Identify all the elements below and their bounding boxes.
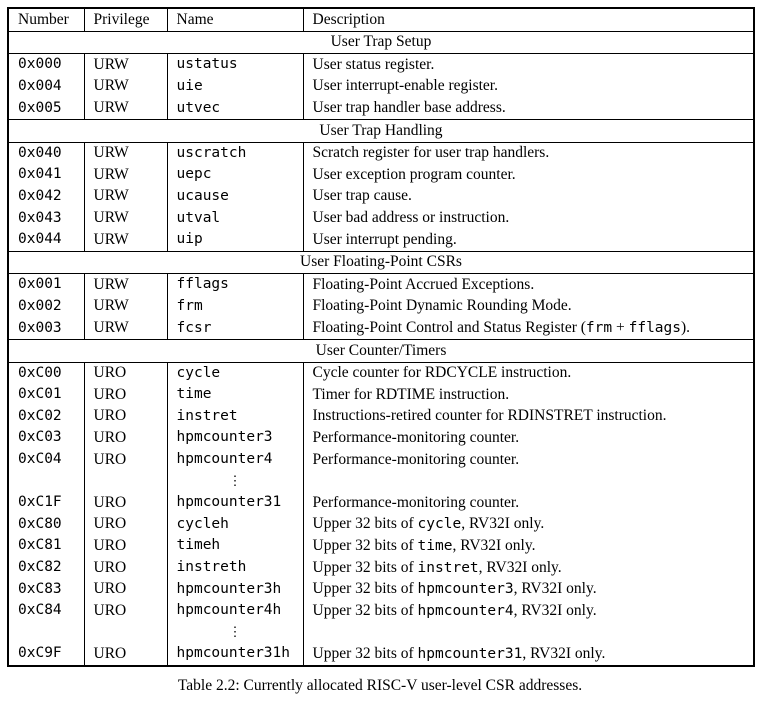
- csr-name-cell: hpmcounter3: [167, 427, 303, 449]
- csr-row: [8, 427, 754, 449]
- section-title-row: [8, 339, 754, 362]
- csr-privilege-cell: URW: [84, 274, 167, 296]
- description-text: Cycle counter for RDCYCLE instruction.: [312, 364, 572, 382]
- csr-description-cell: [303, 317, 754, 339]
- csr-privilege-cell: URO: [84, 600, 167, 622]
- csr-privilege-cell: URO: [84, 427, 167, 449]
- csr-description-cell: [303, 427, 754, 449]
- description-text: User trap handler base address.: [312, 99, 506, 117]
- csr-number-cell: 0x005: [18, 99, 62, 116]
- csr-number-cell: 0xC00: [18, 364, 62, 381]
- csr-description-cell: [303, 406, 754, 428]
- csr-table-body: [8, 31, 754, 666]
- csr-name-cell: time: [167, 384, 303, 406]
- csr-privilege-cell: URO: [84, 362, 167, 384]
- csr-row: [8, 274, 754, 296]
- section-title-row: [8, 119, 754, 142]
- description-text: Upper 32 bits of: [312, 536, 418, 554]
- csr-row: [8, 207, 754, 229]
- csr-row: [8, 97, 754, 119]
- empty-description-cell: [303, 622, 754, 644]
- csr-description-cell: [303, 274, 754, 296]
- csr-privilege-cell: URW: [84, 296, 167, 318]
- csr-name-cell: hpmcounter31: [167, 492, 303, 514]
- inline-code: instret: [417, 559, 479, 576]
- csr-description-cell: [303, 362, 754, 384]
- csr-number-cell: 0x042: [18, 187, 62, 204]
- csr-name-cell: uscratch: [167, 142, 303, 164]
- csr-number-cell: 0xC03: [18, 429, 62, 446]
- csr-name-cell: hpmcounter4: [167, 449, 303, 471]
- csr-row: [8, 296, 754, 318]
- description-text: Performance-monitoring counter.: [312, 450, 520, 468]
- inline-code: cycle: [417, 516, 462, 533]
- description-text: Upper 32 bits of: [312, 515, 418, 533]
- description-text: User trap cause.: [312, 187, 412, 205]
- csr-name-cell: timeh: [167, 535, 303, 557]
- description-text: Upper 32 bits of: [312, 580, 418, 598]
- csr-description-cell: [303, 207, 754, 229]
- csr-description-cell: [303, 600, 754, 622]
- csr-description-cell: [303, 164, 754, 186]
- description-text: , RV32I only.: [513, 580, 597, 598]
- csr-description-cell: [303, 54, 754, 76]
- csr-row: [8, 449, 754, 471]
- description-text: Scratch register for user trap handlers.: [312, 144, 550, 162]
- inline-code: hpmcounter3: [417, 581, 514, 598]
- csr-description-cell: [303, 229, 754, 251]
- csr-number-cell: 0x004: [18, 77, 62, 94]
- csr-number-cell: 0xC83: [18, 580, 62, 597]
- csr-name-cell: fcsr: [167, 317, 303, 339]
- csr-name-cell: frm: [167, 296, 303, 318]
- ellipsis-row: [8, 470, 754, 492]
- csr-privilege-cell: URO: [84, 406, 167, 428]
- csr-number-cell: 0x041: [18, 166, 62, 183]
- empty-description-cell: [303, 470, 754, 492]
- csr-table: [7, 7, 755, 667]
- header-row: [8, 8, 754, 31]
- csr-name-cell: fflags: [167, 274, 303, 296]
- csr-privilege-cell: URO: [84, 492, 167, 514]
- csr-row: [8, 142, 754, 164]
- csr-row: [8, 514, 754, 536]
- csr-description-cell: [303, 384, 754, 406]
- csr-number-cell: 0x003: [18, 319, 62, 336]
- csr-row: [8, 557, 754, 579]
- description-text: User interrupt-enable register.: [312, 77, 498, 95]
- csr-privilege-cell: URO: [84, 643, 167, 666]
- csr-name-cell: ucause: [167, 186, 303, 208]
- csr-name-cell: utval: [167, 207, 303, 229]
- csr-row: [8, 492, 754, 514]
- inline-code: time: [417, 537, 453, 554]
- empty-number-cell: [8, 622, 84, 644]
- description-text: Floating-Point Dynamic Rounding Mode.: [312, 297, 572, 315]
- description-text: Upper 32 bits of: [312, 644, 418, 662]
- csr-description-cell: [303, 535, 754, 557]
- csr-description-cell: [303, 296, 754, 318]
- empty-privilege-cell: [84, 470, 167, 492]
- description-text: User bad address or instruction.: [312, 209, 510, 226]
- csr-row: [8, 406, 754, 428]
- csr-privilege-cell: URW: [84, 76, 167, 98]
- csr-row: [8, 362, 754, 384]
- csr-description-cell: [303, 142, 754, 164]
- csr-description-cell: [303, 557, 754, 579]
- inline-code: frm: [585, 319, 613, 336]
- description-text: User exception program counter.: [312, 165, 516, 183]
- csr-name-cell: cycleh: [167, 514, 303, 536]
- csr-number-cell: 0xC04: [18, 451, 62, 468]
- description-text: , RV32I only.: [522, 644, 606, 662]
- csr-number-cell: 0xC01: [18, 386, 62, 403]
- csr-row: [8, 535, 754, 557]
- description-text: , RV32I only.: [478, 558, 562, 576]
- csr-row: [8, 600, 754, 622]
- description-text: ).: [681, 318, 691, 336]
- inline-code: fflags: [628, 319, 681, 336]
- csr-description-cell: [303, 76, 754, 98]
- csr-privilege-cell: URO: [84, 578, 167, 600]
- column-header-description: Description: [303, 8, 754, 31]
- csr-row: [8, 317, 754, 339]
- description-text: Floating-Point Accrued Exceptions.: [312, 275, 535, 293]
- csr-description-cell: [303, 449, 754, 471]
- csr-row: [8, 186, 754, 208]
- description-text: Upper 32 bits of: [312, 601, 418, 619]
- csr-number-cell: 0x040: [18, 144, 62, 161]
- section-title: User Trap Handling: [8, 119, 754, 142]
- section-title-row: [8, 31, 754, 54]
- csr-description-cell: [303, 97, 754, 119]
- csr-description-cell: [303, 643, 754, 666]
- csr-privilege-cell: URW: [84, 97, 167, 119]
- csr-name-cell: uepc: [167, 164, 303, 186]
- description-text: , RV32I only.: [513, 601, 597, 619]
- csr-privilege-cell: URW: [84, 54, 167, 76]
- csr-row: [8, 76, 754, 98]
- section-title: User Floating-Point CSRs: [8, 251, 754, 274]
- csr-privilege-cell: URW: [84, 317, 167, 339]
- empty-privilege-cell: [84, 622, 167, 644]
- description-text: Instructions-retired counter for RDINSTRET instruction.: [312, 407, 667, 425]
- description-text: User status register.: [312, 55, 435, 73]
- description-text: Performance-monitoring counter.: [312, 493, 520, 511]
- description-text: , RV32I only.: [461, 515, 545, 533]
- csr-privilege-cell: URW: [84, 186, 167, 208]
- csr-row: [8, 578, 754, 600]
- csr-number-cell: 0x000: [18, 56, 62, 73]
- description-text: Performance-monitoring counter.: [312, 428, 520, 446]
- csr-name-cell: uip: [167, 229, 303, 251]
- csr-privilege-cell: URO: [84, 535, 167, 557]
- vertical-ellipsis: ⋮: [167, 470, 303, 492]
- csr-number-cell: 0x043: [18, 209, 62, 226]
- csr-row: [8, 643, 754, 666]
- description-text: +: [612, 318, 629, 336]
- csr-number-cell: 0xC82: [18, 559, 62, 576]
- inline-code: hpmcounter31: [417, 645, 523, 662]
- csr-description-cell: [303, 186, 754, 208]
- csr-name-cell: ustatus: [167, 54, 303, 76]
- csr-privilege-cell: URO: [84, 514, 167, 536]
- csr-row: [8, 384, 754, 406]
- csr-number-cell: 0x044: [18, 231, 62, 248]
- column-header-name: Name: [167, 8, 303, 31]
- empty-number-cell: [8, 470, 84, 492]
- csr-number-cell: 0xC9F: [18, 645, 62, 662]
- vertical-ellipsis: ⋮: [167, 622, 303, 644]
- csr-name-cell: uie: [167, 76, 303, 98]
- section-title-row: [8, 251, 754, 274]
- csr-privilege-cell: URW: [84, 207, 167, 229]
- csr-number-cell: 0xC02: [18, 407, 62, 424]
- csr-number-cell: 0xC81: [18, 537, 62, 554]
- csr-row: [8, 164, 754, 186]
- description-text: , RV32I only.: [452, 536, 536, 554]
- csr-number-cell: 0xC80: [18, 515, 62, 532]
- csr-number-cell: 0x001: [18, 276, 62, 293]
- column-header-number: Number: [8, 8, 84, 31]
- csr-description-cell: [303, 578, 754, 600]
- description-text: Timer for RDTIME instruction.: [312, 385, 510, 403]
- description-text: Upper 32 bits of: [312, 558, 418, 576]
- csr-description-cell: [303, 514, 754, 536]
- inline-code: hpmcounter4: [417, 602, 514, 619]
- section-title: User Trap Setup: [8, 31, 754, 54]
- description-text: Floating-Point Control and Status Register (: [312, 318, 586, 336]
- csr-name-cell: instreth: [167, 557, 303, 579]
- csr-name-cell: instret: [167, 406, 303, 428]
- csr-name-cell: utvec: [167, 97, 303, 119]
- csr-privilege-cell: URW: [84, 142, 167, 164]
- column-header-privilege: Privilege: [84, 8, 167, 31]
- csr-row: [8, 54, 754, 76]
- csr-name-cell: cycle: [167, 362, 303, 384]
- csr-number-cell: 0xC1F: [18, 494, 62, 511]
- ellipsis-row: [8, 622, 754, 644]
- section-title: User Counter/Timers: [8, 339, 754, 362]
- csr-name-cell: hpmcounter3h: [167, 578, 303, 600]
- description-text: User interrupt pending.: [312, 230, 457, 248]
- csr-privilege-cell: URO: [84, 449, 167, 471]
- csr-description-cell: [303, 492, 754, 514]
- csr-privilege-cell: URO: [84, 557, 167, 579]
- table-caption: Table 2.2: Currently allocated RISC-V user-level CSR addresses.: [177, 677, 583, 694]
- csr-number-cell: 0xC84: [18, 602, 62, 619]
- csr-privilege-cell: URO: [84, 384, 167, 406]
- csr-name-cell: hpmcounter31h: [167, 643, 303, 666]
- csr-privilege-cell: URW: [84, 229, 167, 251]
- csr-row: [8, 229, 754, 251]
- csr-number-cell: 0x002: [18, 297, 62, 314]
- csr-privilege-cell: URW: [84, 164, 167, 186]
- csr-name-cell: hpmcounter4h: [167, 600, 303, 622]
